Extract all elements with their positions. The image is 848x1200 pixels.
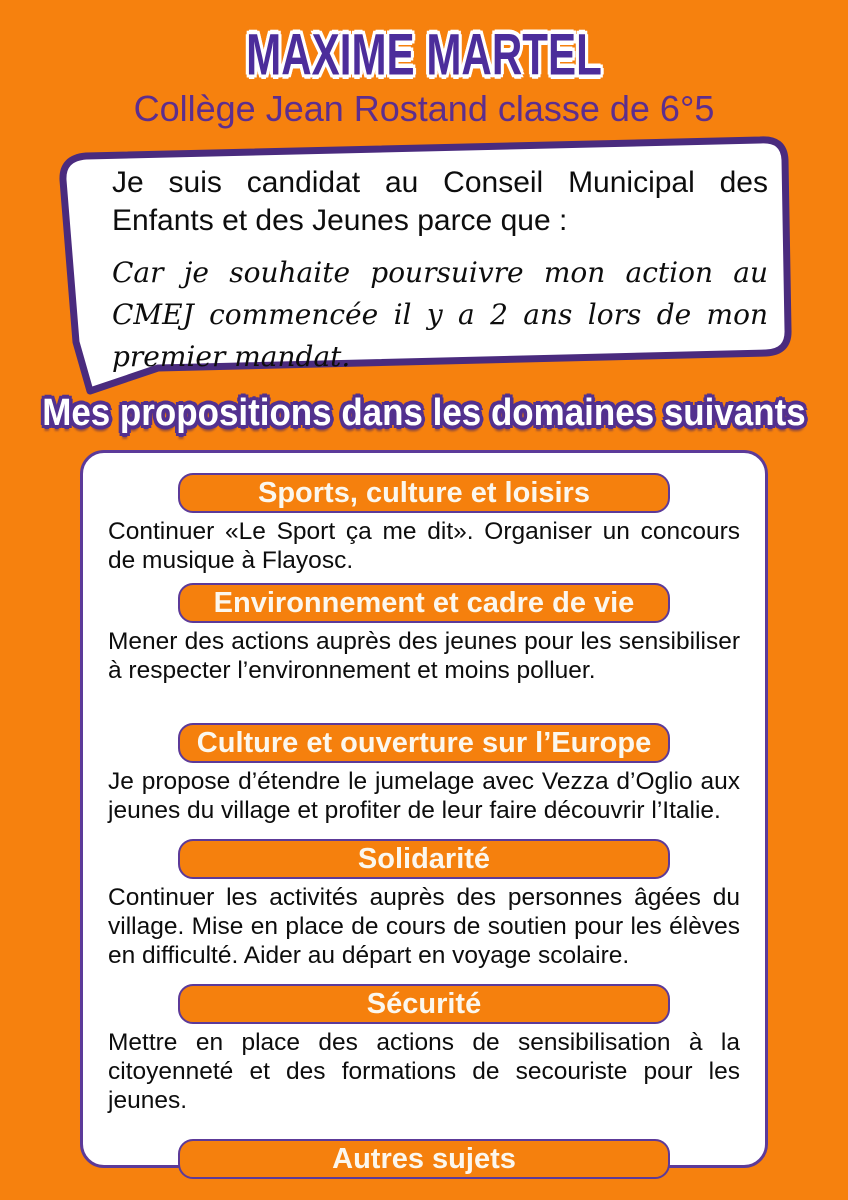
section-title-pill: Culture et ouverture sur l’Europe: [178, 723, 670, 763]
section-solidarite: [83, 839, 765, 970]
section-securite: [83, 984, 765, 1115]
propositions-heading: [0, 392, 848, 435]
section-body: Je propose d’étendre le jumelage avec Vezza d’Oglio aux jeunes du village et profiter de leur faire découvrir l’Italie.: [108, 768, 740, 824]
section-sports: [83, 473, 765, 575]
section-body: Mettre en place des actions de sensibilisation à la citoyenneté et des formations de secouriste pour les jeunes.: [108, 1029, 740, 1114]
school-subtitle: Collège Jean Rostand classe de 6°5: [133, 88, 715, 129]
candidate-name-title: [0, 24, 848, 86]
section-autres-sujets: [83, 1139, 765, 1179]
section-title-pill: Sécurité: [178, 984, 670, 1024]
candidate-name-text: MAXIME MARTEL: [246, 22, 602, 88]
propositions-panel: [80, 450, 768, 1175]
propositions-heading-text: Mes propositions dans les domaines suivants: [42, 392, 806, 434]
section-title-pill: Solidarité: [178, 839, 670, 879]
section-title-pill: Autres sujets: [178, 1139, 670, 1179]
handwritten-motivation: Car je souhaite poursuivre mon action au CMEJ commencée il y a 2 ans lors de mon premier mandat.: [112, 256, 768, 373]
section-body: Continuer «Le Sport ça me dit». Organiser un concours de musique à Flayosc.: [108, 518, 740, 574]
candidacy-statement: Je suis candidat au Conseil Municipal des Enfants et des Jeunes parce que :: [112, 166, 768, 237]
speech-bubble-content: [112, 164, 768, 378]
section-body: Mener des actions auprès des jeunes pour les sensibiliser à respecter l’environnement et moins polluer.: [108, 628, 740, 684]
section-title-pill: Environnement et cadre de vie: [178, 583, 670, 623]
section-environnement: [83, 583, 765, 685]
section-culture-europe: [83, 723, 765, 825]
section-title-pill: Sports, culture et loisirs: [178, 473, 670, 513]
section-body: Continuer les activités auprès des personnes âgées du village. Mise en place de cours de soutien pour les élèves en difficulté. Aider au départ en voyage scolaire.: [108, 884, 740, 969]
